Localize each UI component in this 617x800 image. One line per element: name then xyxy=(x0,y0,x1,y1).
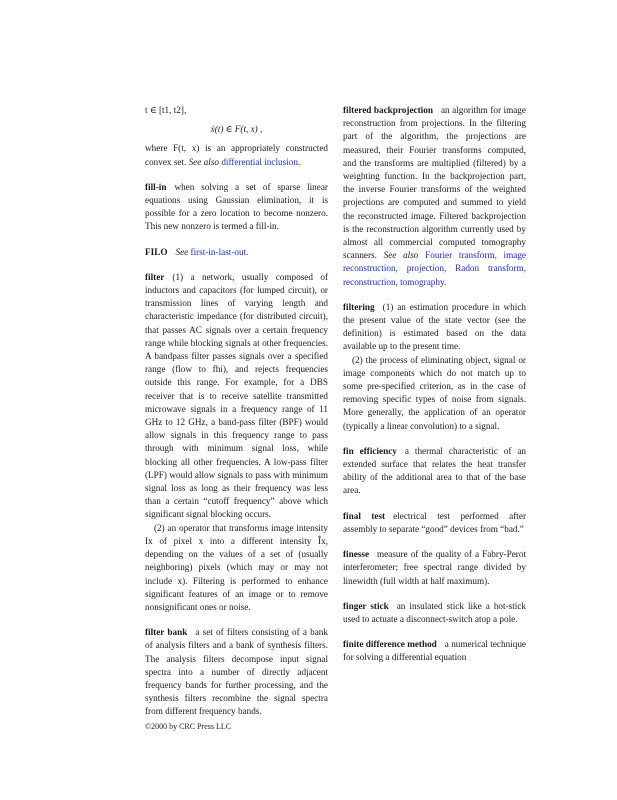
definition-filtering-1: (1) an estimation procedure in which the present value of the state vector (see the definition) is estimated based on the data available up to the present time. xyxy=(343,301,526,352)
term-finite-difference-method: finite difference method xyxy=(343,639,437,650)
link-first-in-last-out[interactable]: first-in-last-out. xyxy=(190,246,249,257)
term-filter-bank: filter bank xyxy=(145,627,188,638)
definition-finesse: measure of the quality of a Fabry-Perot interferometer; free spectral range divided by linewidth (full width at half maximum). xyxy=(343,549,526,586)
definition-filter-2: (2) an operator that transforms image intensity Ix of pixel x into a different intensity Îx, depending on the values of a set of (usually neighboring) pixels (which may or may not include x). Filtering is performed to enhance significant features of an image or to remove nonsignificant ones or noise. xyxy=(145,522,328,612)
continuation-interval: t ∈ [t1, t2], xyxy=(145,105,187,115)
continuation-see: See also xyxy=(188,156,220,167)
filo-see: See xyxy=(175,246,189,257)
copyright-footer: ©2000 by CRC Press LLC xyxy=(145,722,232,731)
entry-fill-in xyxy=(145,181,328,234)
definition-filtered-backprojection: an algorithm for image reconstruction from projections. In the filtering part of the algorithm, the projections are measured, their Fourier transforms computed, and the transforms are multiplied (filtered) by a weighting function. In the backprojection part, the inverse Fourier transforms of the weighted projections are computed and summed to yield the reconstructed image. Filtered backprojection is the reconstruction algorithm currently used by almost all commercial computed tomography scanners. xyxy=(343,105,526,261)
definition-filter-1: (1) a network, usually composed of inductors and capacitors (for lumped circuit), or transmission lines of varying length and characteristic impedance (for distributed circuit), that passes AC signals over a certain frequency range while blocking signals at other frequencies. A bandpass filter passes signals over a specified range (flow to fhi), and rejects frequencies outside this range. For example, for a DBS receiver that is to receive satellite transmitted microwave signals in a frequency range of 11 GHz to 12 GHz, a band-pass filter (BPF) would allow signals in this frequency range to pass through with minimum signal loss, while blocking all other frequencies. A low-pass filter (LPF) would allow signals to pass with minimum signal loss as long as their frequency was less than a certain “cutoff frequency” above which significant signal blocking occurs. xyxy=(145,271,328,520)
term-filtered-backprojection: filtered backprojection xyxy=(343,105,433,115)
link-differential-inclusion[interactable]: differential inclusion. xyxy=(221,156,301,167)
entry-finite-difference-method xyxy=(343,638,526,664)
entry-fin-efficiency xyxy=(343,445,526,498)
term-filo: FILO xyxy=(145,246,168,257)
entry-filter xyxy=(145,271,328,614)
entry-finesse xyxy=(343,548,526,588)
definition-fill-in: when solving a set of sparse linear equations using Gaussian elimination, it is possible for a zero location to become nonzero. This new nonzero is termed a fill-in. xyxy=(145,181,328,232)
entry-filo xyxy=(145,246,328,259)
entry-final-test xyxy=(343,510,526,536)
term-final-test: final test xyxy=(343,510,386,521)
definition-final-test: electrical test performed after assembly to separate “good” devices from “bad.” xyxy=(343,510,526,534)
definition-finite-difference-method: a numerical technique for solving a differential equation xyxy=(343,639,526,663)
term-finger-stick: finger stick xyxy=(343,600,389,611)
definition-filtering-2: (2) the process of eliminating object, signal or image components which do not match up to some pre-specified criterion, as in the case of removing specific types of noise from signals. More generally, the application of an operator (typically a linear convolution) to a signal. xyxy=(343,354,526,431)
fbp-see-also: See also xyxy=(383,250,419,261)
links-fbp-see-also[interactable]: Fourier transform, image reconstruction, projection, Radon transform, reconstruction, tomography. xyxy=(343,250,527,287)
term-fin-efficiency: fin efficiency xyxy=(343,445,397,456)
entry-filtering xyxy=(343,301,526,433)
entry-continuation xyxy=(145,142,328,168)
entry-filtered-backprojection xyxy=(343,104,526,289)
term-fill-in: fill-in xyxy=(145,181,167,192)
entry-finger-stick xyxy=(343,600,526,626)
continuation-where: where F(t, x) is an appropriately constructed convex set. xyxy=(145,143,328,167)
term-filtering: filtering xyxy=(343,301,375,312)
definition-finger-stick: an insulated stick like a hot-stick used to actuate a disconnect-switch atop a pole. xyxy=(343,600,526,624)
continuation-formula: ẋ(t) ∈ F(t, x) , xyxy=(210,124,263,135)
term-filter: filter xyxy=(145,271,165,282)
entry-filter-bank xyxy=(145,626,328,718)
term-finesse: finesse xyxy=(343,549,370,560)
right-column xyxy=(343,104,526,677)
definition-fin-efficiency: a thermal characteristic of an extended surface that relates the heat transfer ability of the additional area to that of the base area. xyxy=(343,445,526,496)
left-column xyxy=(145,104,328,731)
definition-filter-bank: a set of filters consisting of a bank of analysis filters and a bank of synthesis filters. The analysis filters decompose input signal spectra into a number of directly adjacent frequency bands for further processing, and the synthesis filters recombine the signal spectra from different frequency bands. xyxy=(145,627,328,717)
